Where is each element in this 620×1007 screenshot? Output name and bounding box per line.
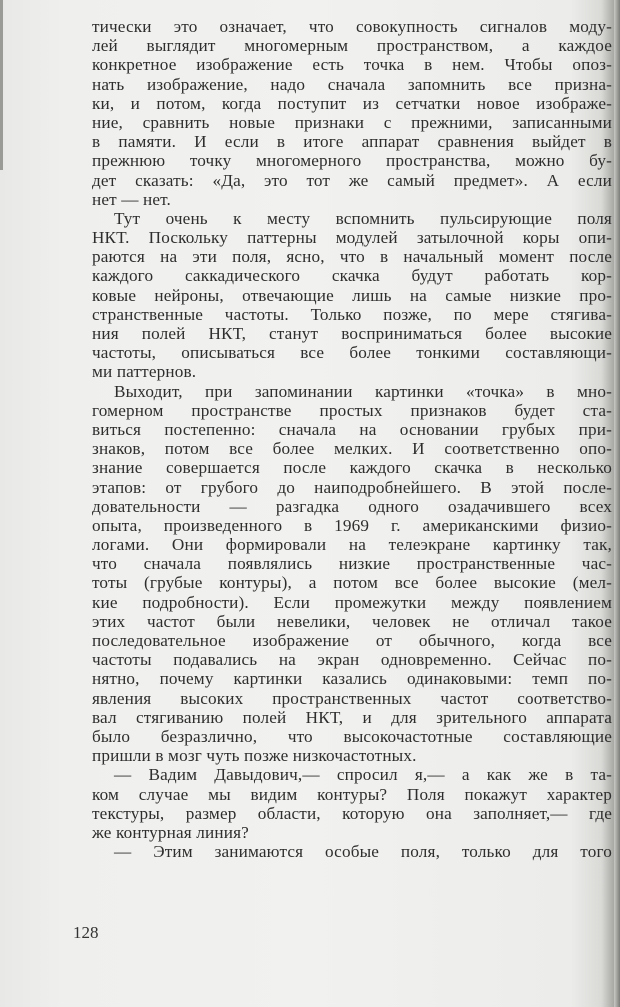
text-line: виться постепенно: сначала на основании грубых при- bbox=[92, 419, 612, 439]
body-text bbox=[92, 17, 612, 861]
text-line: явления высоких пространственных частот соответство- bbox=[92, 688, 612, 708]
text-line: дет сказать: «Да, это тот же самый предмет». А если bbox=[92, 170, 612, 190]
page-right-edge-shadow bbox=[614, 0, 620, 1007]
text-line: логами. Они формировали на телеэкране картинку так, bbox=[92, 535, 612, 555]
text-line: этапов: от грубого до наиподробнейшего. В этой после- bbox=[92, 477, 612, 497]
text-line: в памяти. И если в итоге аппарат сравнения выйдет в bbox=[92, 132, 612, 152]
text-line: тически это означает, что совокупность сигналов моду- bbox=[92, 17, 612, 36]
text-line: нет — нет. bbox=[92, 189, 171, 209]
text-line: ния полей НКТ, станут восприниматься более высокие bbox=[92, 324, 612, 343]
text-line: странственные частоты. Только позже, по мере стягива- bbox=[92, 304, 612, 324]
text-line: ком случае мы видим контуры? Поля покажут характер bbox=[92, 784, 612, 804]
page-left-edge bbox=[0, 0, 3, 170]
page-number: 128 bbox=[73, 923, 99, 942]
text-line: тоты (грубые контуры), а потом все более высокие (мел- bbox=[92, 573, 612, 593]
text-line: последовательное изображение от обычного, когда все bbox=[92, 631, 612, 650]
text-line: кие подробности). Если промежутки между появлением bbox=[92, 592, 612, 612]
text-line: знаков, потом все более мелких. И соответственно опо- bbox=[92, 439, 612, 459]
text-line: что сначала появлялись низкие пространственные час- bbox=[92, 554, 612, 574]
text-line: частоты подавались на экран одновременно. Сейчас по- bbox=[92, 650, 612, 670]
text-line: было безразлично, что высокочастотные составляющие bbox=[92, 726, 612, 746]
text-line: этих частот были невелики, человек не отличал такое bbox=[92, 611, 612, 631]
text-line: вал стягиванию полей НКТ, и для зрительного аппарата bbox=[92, 707, 612, 727]
text-line: текстуры, размер области, которую она заполняет,— где bbox=[92, 803, 612, 823]
text-line: прежнюю точку многомерного пространства, можно бу- bbox=[92, 151, 612, 171]
text-line: каждого саккадического скачка будут работать кор- bbox=[92, 266, 612, 286]
text-line: ки, и потом, когда поступит из сетчатки новое изображе- bbox=[92, 93, 612, 113]
text-line: пришли в мозг чуть позже низкочастотных. bbox=[92, 746, 417, 766]
text-line: опыта, произведенного в 1969 г. американскими физио- bbox=[92, 515, 612, 535]
text-line: раются на эти поля, ясно, что в начальный момент после bbox=[92, 247, 612, 267]
text-line: нятно, почему картинки казались одинаковыми: темп по- bbox=[92, 669, 612, 689]
text-line: Тут очень к месту вспомнить пульсирующие поля bbox=[114, 208, 612, 228]
text-line: нать изображение, надо сначала запомнить все призна- bbox=[92, 74, 612, 94]
text-line: же контурная линия? bbox=[92, 822, 249, 842]
text-line: довательности — разгадка одного озадачившего всех bbox=[92, 496, 612, 516]
text-line: частоты, описываться все более тонкими составляющи- bbox=[92, 343, 612, 363]
text-line: ковые нейроны, отвечающие лишь на самые низкие про- bbox=[92, 285, 612, 305]
text-line: ние, сравнить новые признаки с прежними, записанными bbox=[92, 112, 612, 132]
text-line: ми паттернов. bbox=[92, 362, 197, 382]
text-line: лей выглядит многомерным пространством, а каждое bbox=[92, 36, 612, 56]
text-line: конкретное изображение есть точка в нем. Чтобы опоз- bbox=[92, 55, 612, 75]
text-line: НКТ. Поскольку паттерны модулей затылочной коры опи- bbox=[92, 228, 612, 248]
text-line: гомерном пространстве простых признаков будет ста- bbox=[92, 400, 612, 420]
text-line: — Этим занимаются особые поля, только для того bbox=[114, 842, 612, 862]
text-line: — Вадим Давыдович,— спросил я,— а как же в та- bbox=[114, 765, 612, 785]
text-line: Выходит, при запоминании картинки «точка» в мно- bbox=[114, 381, 612, 401]
text-line: знание совершается после каждого скачка в несколько bbox=[92, 458, 612, 478]
